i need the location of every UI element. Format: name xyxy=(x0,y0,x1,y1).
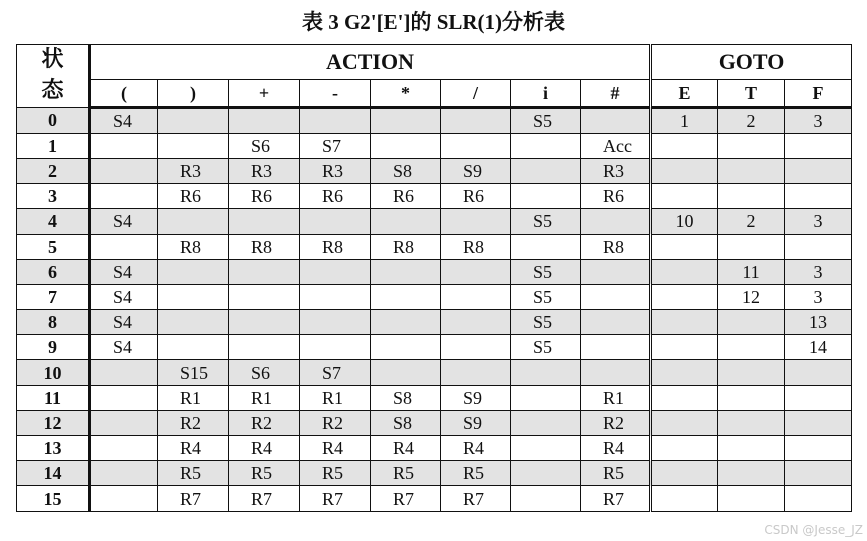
action-cell xyxy=(229,107,300,133)
action-cell: S4 xyxy=(90,259,158,284)
action-cell: R3 xyxy=(229,158,300,183)
action-cell: R5 xyxy=(371,461,441,486)
action-cell xyxy=(158,259,229,284)
goto-cell xyxy=(718,158,785,183)
table-row xyxy=(17,335,852,360)
goto-cell: 2 xyxy=(718,209,785,234)
action-cell: S15 xyxy=(158,360,229,385)
action-cell: R4 xyxy=(300,436,371,461)
action-cell xyxy=(300,310,371,335)
action-cell: Acc xyxy=(581,133,651,158)
goto-cell xyxy=(651,259,718,284)
action-cell xyxy=(229,259,300,284)
action-cell: R2 xyxy=(229,410,300,435)
action-cell: R7 xyxy=(581,486,651,511)
goto-symbol-header: E xyxy=(651,79,718,107)
goto-cell xyxy=(785,360,852,385)
action-cell: S9 xyxy=(441,410,511,435)
action-cell xyxy=(158,310,229,335)
action-cell xyxy=(511,184,581,209)
action-cell: S5 xyxy=(511,335,581,360)
action-cell xyxy=(90,410,158,435)
action-cell: R2 xyxy=(158,410,229,435)
action-cell xyxy=(511,133,581,158)
action-cell xyxy=(90,461,158,486)
action-cell: S4 xyxy=(90,335,158,360)
action-cell: R3 xyxy=(581,158,651,183)
goto-cell xyxy=(651,184,718,209)
action-cell: R7 xyxy=(371,486,441,511)
goto-cell xyxy=(785,410,852,435)
action-cell: R6 xyxy=(371,184,441,209)
action-cell xyxy=(300,209,371,234)
action-cell xyxy=(90,133,158,158)
table-row xyxy=(17,158,852,183)
action-cell: R8 xyxy=(300,234,371,259)
action-cell xyxy=(441,360,511,385)
action-cell: R8 xyxy=(581,234,651,259)
action-cell xyxy=(300,259,371,284)
state-number: 10 xyxy=(17,360,90,385)
action-cell: R5 xyxy=(158,461,229,486)
action-cell: R5 xyxy=(581,461,651,486)
action-cell xyxy=(90,360,158,385)
table-row xyxy=(17,184,852,209)
action-symbol-header: / xyxy=(441,79,511,107)
goto-cell xyxy=(651,410,718,435)
action-cell xyxy=(441,107,511,133)
table-row xyxy=(17,385,852,410)
action-cell: R7 xyxy=(300,486,371,511)
action-cell xyxy=(158,335,229,360)
action-cell: R3 xyxy=(158,158,229,183)
state-number: 2 xyxy=(17,158,90,183)
action-cell: R8 xyxy=(441,234,511,259)
goto-cell xyxy=(718,436,785,461)
action-cell xyxy=(300,107,371,133)
goto-symbol-header: T xyxy=(718,79,785,107)
action-cell: R2 xyxy=(581,410,651,435)
goto-cell xyxy=(785,486,852,511)
action-cell xyxy=(441,209,511,234)
action-cell: R8 xyxy=(371,234,441,259)
action-cell: R5 xyxy=(441,461,511,486)
action-cell: R4 xyxy=(441,436,511,461)
symbol-header-row xyxy=(17,79,852,107)
action-cell xyxy=(90,158,158,183)
goto-cell xyxy=(651,284,718,309)
action-cell: R3 xyxy=(300,158,371,183)
action-cell: R5 xyxy=(229,461,300,486)
action-cell xyxy=(371,335,441,360)
goto-cell xyxy=(785,234,852,259)
goto-cell xyxy=(718,310,785,335)
action-symbol-header: ) xyxy=(158,79,229,107)
action-cell: S9 xyxy=(441,385,511,410)
state-number: 3 xyxy=(17,184,90,209)
action-cell: R6 xyxy=(581,184,651,209)
goto-cell xyxy=(651,461,718,486)
action-cell: R7 xyxy=(441,486,511,511)
action-cell: R7 xyxy=(229,486,300,511)
action-cell xyxy=(581,310,651,335)
goto-cell xyxy=(785,436,852,461)
action-symbol-header: # xyxy=(581,79,651,107)
action-cell xyxy=(441,284,511,309)
action-cell xyxy=(511,158,581,183)
table-row xyxy=(17,410,852,435)
state-number: 4 xyxy=(17,209,90,234)
action-cell xyxy=(158,209,229,234)
goto-cell xyxy=(718,486,785,511)
table-row xyxy=(17,133,852,158)
state-number: 11 xyxy=(17,385,90,410)
action-cell xyxy=(441,133,511,158)
action-cell xyxy=(371,310,441,335)
action-symbol-header: - xyxy=(300,79,371,107)
action-cell xyxy=(158,133,229,158)
action-cell: R1 xyxy=(300,385,371,410)
action-cell: R6 xyxy=(441,184,511,209)
action-cell: R1 xyxy=(229,385,300,410)
action-cell: R6 xyxy=(158,184,229,209)
state-number: 5 xyxy=(17,234,90,259)
action-cell: S6 xyxy=(229,360,300,385)
action-cell xyxy=(300,335,371,360)
table-row xyxy=(17,259,852,284)
action-cell xyxy=(90,234,158,259)
goto-cell: 13 xyxy=(785,310,852,335)
slr-parse-table xyxy=(16,44,852,512)
goto-cell: 2 xyxy=(718,107,785,133)
action-cell xyxy=(371,284,441,309)
action-cell xyxy=(90,436,158,461)
state-number: 8 xyxy=(17,310,90,335)
watermark: CSDN @Jesse_JZ xyxy=(764,523,863,537)
action-cell xyxy=(511,410,581,435)
table-row xyxy=(17,436,852,461)
action-cell: S4 xyxy=(90,209,158,234)
state-number: 15 xyxy=(17,486,90,511)
goto-cell: 3 xyxy=(785,284,852,309)
goto-symbol-header: F xyxy=(785,79,852,107)
goto-cell: 12 xyxy=(718,284,785,309)
state-number: 1 xyxy=(17,133,90,158)
action-cell xyxy=(90,385,158,410)
action-group-header: ACTION xyxy=(90,45,651,80)
action-cell: R2 xyxy=(300,410,371,435)
action-symbol-header: + xyxy=(229,79,300,107)
action-cell xyxy=(581,335,651,360)
action-cell xyxy=(511,461,581,486)
state-number: 12 xyxy=(17,410,90,435)
action-cell xyxy=(581,209,651,234)
action-cell xyxy=(441,259,511,284)
goto-cell xyxy=(718,360,785,385)
action-cell xyxy=(90,486,158,511)
action-cell xyxy=(371,133,441,158)
action-cell xyxy=(511,436,581,461)
goto-cell xyxy=(651,436,718,461)
goto-cell xyxy=(718,335,785,360)
table-row xyxy=(17,310,852,335)
action-cell xyxy=(229,284,300,309)
goto-cell: 3 xyxy=(785,107,852,133)
action-cell: R5 xyxy=(300,461,371,486)
action-cell xyxy=(158,284,229,309)
goto-group-header: GOTO xyxy=(651,45,852,80)
goto-cell: 1 xyxy=(651,107,718,133)
action-cell xyxy=(511,385,581,410)
table-row xyxy=(17,486,852,511)
action-cell: R8 xyxy=(229,234,300,259)
action-cell xyxy=(229,310,300,335)
action-cell: R6 xyxy=(229,184,300,209)
state-number: 13 xyxy=(17,436,90,461)
action-cell xyxy=(371,259,441,284)
action-cell xyxy=(441,335,511,360)
action-symbol-header: ( xyxy=(90,79,158,107)
action-cell: R4 xyxy=(581,436,651,461)
goto-cell xyxy=(651,310,718,335)
action-cell: R8 xyxy=(158,234,229,259)
goto-cell: 3 xyxy=(785,209,852,234)
action-cell xyxy=(158,107,229,133)
action-symbol-header: * xyxy=(371,79,441,107)
group-header-row xyxy=(17,45,852,80)
goto-cell xyxy=(651,133,718,158)
goto-cell xyxy=(718,385,785,410)
goto-cell xyxy=(785,184,852,209)
table-row xyxy=(17,461,852,486)
action-cell: S7 xyxy=(300,360,371,385)
table-row xyxy=(17,284,852,309)
action-cell xyxy=(229,335,300,360)
action-cell: R7 xyxy=(158,486,229,511)
action-cell: R4 xyxy=(371,436,441,461)
action-cell xyxy=(581,259,651,284)
action-cell: S8 xyxy=(371,410,441,435)
state-number: 0 xyxy=(17,107,90,133)
goto-cell xyxy=(718,410,785,435)
action-cell: S5 xyxy=(511,284,581,309)
action-cell: R4 xyxy=(158,436,229,461)
table-row xyxy=(17,360,852,385)
goto-cell xyxy=(651,486,718,511)
action-cell xyxy=(511,360,581,385)
goto-cell xyxy=(785,461,852,486)
action-cell xyxy=(581,360,651,385)
action-cell: S5 xyxy=(511,209,581,234)
table-row xyxy=(17,107,852,133)
action-cell xyxy=(581,107,651,133)
action-cell: S8 xyxy=(371,158,441,183)
action-cell: S4 xyxy=(90,284,158,309)
goto-cell: 3 xyxy=(785,259,852,284)
action-cell xyxy=(371,360,441,385)
action-cell xyxy=(581,284,651,309)
goto-cell xyxy=(651,158,718,183)
action-cell xyxy=(90,184,158,209)
action-cell: S5 xyxy=(511,259,581,284)
table-row xyxy=(17,234,852,259)
action-cell: S6 xyxy=(229,133,300,158)
action-cell xyxy=(511,486,581,511)
state-number: 7 xyxy=(17,284,90,309)
goto-cell xyxy=(718,133,785,158)
action-cell: S5 xyxy=(511,107,581,133)
state-number: 6 xyxy=(17,259,90,284)
state-number: 14 xyxy=(17,461,90,486)
action-cell: S7 xyxy=(300,133,371,158)
goto-cell xyxy=(651,234,718,259)
goto-cell xyxy=(785,133,852,158)
table-row xyxy=(17,209,852,234)
action-cell xyxy=(300,284,371,309)
action-cell: R1 xyxy=(158,385,229,410)
table-title: 表 3 G2'[E']的 SLR(1)分析表 xyxy=(301,10,566,34)
goto-cell: 10 xyxy=(651,209,718,234)
action-cell xyxy=(441,310,511,335)
goto-cell xyxy=(651,385,718,410)
action-cell: S9 xyxy=(441,158,511,183)
goto-cell xyxy=(718,461,785,486)
goto-cell xyxy=(651,335,718,360)
action-cell: R6 xyxy=(300,184,371,209)
action-cell: S4 xyxy=(90,107,158,133)
goto-cell xyxy=(785,158,852,183)
state-number: 9 xyxy=(17,335,90,360)
action-cell: R4 xyxy=(229,436,300,461)
action-cell: S5 xyxy=(511,310,581,335)
action-symbol-header: i xyxy=(511,79,581,107)
goto-cell xyxy=(718,234,785,259)
action-cell xyxy=(511,234,581,259)
state-column-header: 状 态 xyxy=(17,45,90,108)
goto-cell: 11 xyxy=(718,259,785,284)
action-cell: S4 xyxy=(90,310,158,335)
action-cell xyxy=(371,209,441,234)
goto-cell xyxy=(785,385,852,410)
goto-cell: 14 xyxy=(785,335,852,360)
action-cell: S8 xyxy=(371,385,441,410)
goto-cell xyxy=(651,360,718,385)
action-cell xyxy=(229,209,300,234)
goto-cell xyxy=(718,184,785,209)
action-cell xyxy=(371,107,441,133)
action-cell: R1 xyxy=(581,385,651,410)
